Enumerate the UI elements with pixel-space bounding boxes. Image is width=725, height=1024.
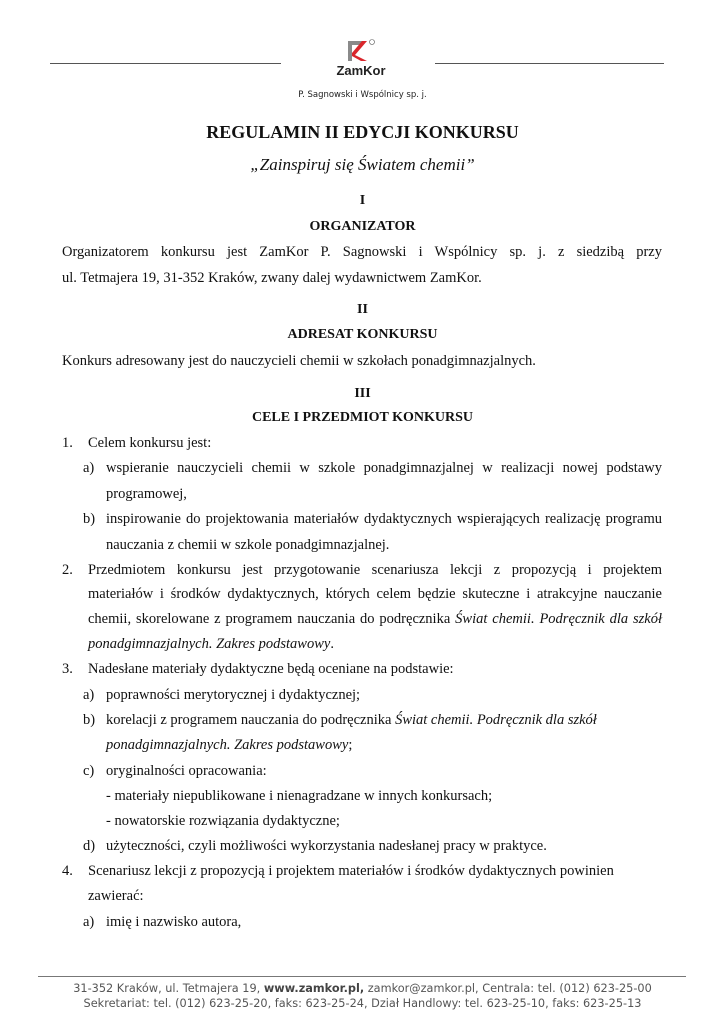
company-name: P. Sagnowski i Wspólnicy sp. j. bbox=[298, 90, 427, 100]
section-2-line-1: Konkurs adresowany jest do nauczycieli chemii w szkołach ponadgimnazjalnych. bbox=[62, 353, 536, 369]
item-3a-letter: a) bbox=[83, 687, 95, 703]
item-3c-dash-2: - nowatorskie rozwiązania dydaktyczne; bbox=[106, 813, 340, 829]
item-4-line-2: zawierać: bbox=[88, 888, 144, 904]
header-rule-left bbox=[50, 63, 281, 64]
item-3b-line-1: korelacji z programem nauczania do podręcznika Świat chemii. Podręcznik dla szkół bbox=[106, 712, 597, 728]
item-3d-text: użyteczności, czyli możliwości wykorzystania nadesłanej pracy w praktyce. bbox=[106, 838, 547, 854]
item-3d-letter: d) bbox=[83, 838, 96, 854]
item-4a-text: imię i nazwisko autora, bbox=[106, 914, 242, 930]
item-1-number: 1. bbox=[62, 435, 73, 451]
section-1-heading: ORGANIZATOR bbox=[309, 219, 416, 234]
item-4-line-1: Scenariusz lekcji z propozycją i projektem materiałów i środków dydaktycznych powinien bbox=[88, 863, 614, 879]
item-3c-dash-1: - materiały niepublikowane i nienagradzane w innych konkursach; bbox=[106, 788, 493, 804]
section-3-number: III bbox=[354, 386, 371, 401]
item-4-number: 4. bbox=[62, 863, 73, 879]
item-3b-letter: b) bbox=[83, 712, 96, 728]
item-2-number: 2. bbox=[62, 562, 73, 578]
item-2-line-4: ponadgimnazjalnych. Zakres podstawowy. bbox=[88, 636, 334, 652]
section-1-line-2: ul. Tetmajera 19, 31-352 Kraków, zwany dalej wydawnictwem ZamKor. bbox=[62, 270, 482, 286]
item-1a-letter: a) bbox=[83, 460, 95, 476]
item-3-text: Nadesłane materiały dydaktyczne będą oceniane na podstawie: bbox=[88, 661, 454, 677]
item-2-line-2: materiałów i środków dydaktycznych, których celem będzie skuteczne i atrakcyjne nauczanie bbox=[88, 586, 662, 602]
section-3-heading: CELE I PRZEDMIOT KONKURSU bbox=[251, 410, 474, 425]
section-1-line-1: Organizatorem konkursu jest ZamKor P. Sagnowski i Wspólnicy sp. j. z siedzibą przy bbox=[62, 244, 662, 260]
header-rule-right bbox=[435, 63, 664, 64]
item-1-text: Celem konkursu jest: bbox=[88, 435, 212, 451]
section-2-heading: ADRESAT KONKURSU bbox=[287, 327, 438, 342]
footer-line-1: 31-352 Kraków, ul. Tetmajera 19, www.zamkor.pl, zamkor@zamkor.pl, Centrala: tel. (012) 623-25-00 bbox=[73, 982, 652, 995]
item-4a-letter: a) bbox=[83, 914, 95, 930]
item-1a-line-1: wspieranie nauczycieli chemii w szkole ponadgimnazjalnej w realizacji nowej podstawy bbox=[106, 460, 662, 476]
item-2-line-3: chemii, skorelowane z programem nauczania do podręcznika Świat chemii. Podręcznik dla szkół bbox=[88, 611, 662, 627]
footer-website-link[interactable]: www.zamkor.pl, bbox=[263, 982, 365, 995]
item-3c-letter: c) bbox=[83, 763, 95, 779]
item-1b-letter: b) bbox=[83, 511, 96, 527]
section-1-number: I bbox=[359, 193, 366, 208]
item-1b-line-1: inspirowanie do projektowania materiałów dydaktycznych wspierających realizację programu bbox=[106, 511, 662, 527]
footer-line-2: Sekretariat: tel. (012) 623-25-20, faks: 623-25-24, Dział Handlowy: tel. 623-25-10, faks: 623-25-13 bbox=[83, 997, 642, 1010]
item-2-line-1: Przedmiotem konkursu jest przygotowanie scenariusza lekcji z propozycją i projektem bbox=[88, 562, 662, 578]
item-1b-line-2: nauczania z chemii w szkole ponadgimnazjalnej. bbox=[106, 537, 390, 553]
document-subtitle: „Zainspiruj się Światem chemii” bbox=[250, 155, 475, 174]
footer-rule bbox=[38, 976, 686, 977]
item-3-number: 3. bbox=[62, 661, 73, 677]
zamkor-logo bbox=[336, 37, 386, 83]
item-3b-line-2: ponadgimnazjalnych. Zakres podstawowy; bbox=[106, 737, 353, 753]
logo-wordmark: ZamKor bbox=[336, 63, 386, 78]
item-3c-text: oryginalności opracowania: bbox=[106, 763, 267, 779]
document-title: REGULAMIN II EDYCJI KONKURSU bbox=[206, 122, 519, 142]
item-1a-line-2: programowej, bbox=[106, 486, 187, 502]
item-3a-text: poprawności merytorycznej i dydaktycznej; bbox=[106, 687, 361, 703]
section-2-number: II bbox=[357, 302, 368, 317]
